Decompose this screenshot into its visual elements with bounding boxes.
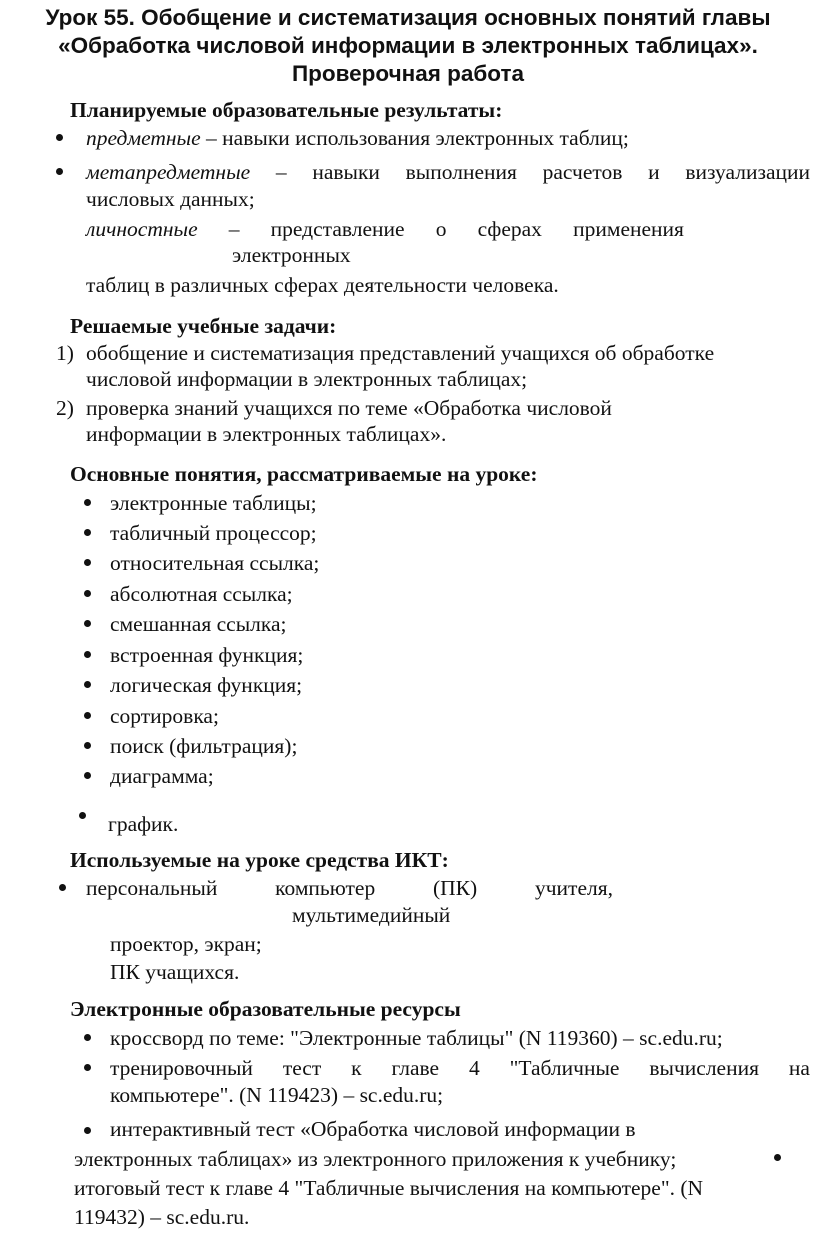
bullet-icon	[84, 559, 91, 566]
results-subject	[86, 125, 629, 151]
resource-word: "Табличные	[509, 1056, 620, 1080]
results-subject-text: – навыки использования электронных таблиц;	[200, 126, 629, 150]
bullet-icon	[84, 651, 91, 658]
ict-line-4: ПК учащихся.	[110, 960, 240, 984]
bullet-icon	[79, 812, 86, 819]
resource-word: главе	[391, 1056, 440, 1080]
task-item-2-line-1: проверка знаний учащихся по теме «Обработка числовой	[86, 396, 612, 420]
resource-word: тренировочный	[110, 1056, 253, 1080]
concept-item: график.	[108, 812, 179, 836]
bullet-icon	[84, 620, 91, 627]
page-title-line-3: Проверочная работа	[291, 61, 525, 86]
results-meta-term: метапредметные	[86, 160, 251, 184]
results-meta-word: расчетов	[542, 160, 623, 184]
resource-item-4-line-2: 119432) – sc.edu.ru.	[74, 1205, 250, 1229]
ict-word: (ПК)	[433, 876, 478, 900]
results-personal-term: личностные	[86, 217, 198, 241]
concept-item: поиск (фильтрация);	[110, 734, 298, 758]
results-personal-line-2: электронных	[232, 243, 351, 267]
bullet-icon	[84, 1127, 91, 1134]
bullet-icon	[84, 529, 91, 536]
results-personal-word: представление	[270, 217, 405, 241]
task-number: 1)	[56, 341, 74, 365]
concept-item: встроенная функция;	[110, 643, 304, 667]
task-item-2-line-2: информации в электронных таблицах».	[86, 422, 447, 446]
ict-word: персональный	[86, 876, 218, 900]
bullet-icon	[84, 1034, 91, 1041]
resource-item-4-line-1: итоговый тест к главе 4 "Табличные вычисления на компьютере". (N	[74, 1176, 704, 1200]
concept-item: абсолютная ссылка;	[110, 582, 293, 606]
results-subject-term: предметные	[86, 126, 201, 150]
results-personal-word: о	[435, 217, 447, 241]
resource-word: вычисления	[649, 1056, 759, 1080]
task-item-1-line-2: числовой информации в электронных таблицах;	[86, 367, 528, 391]
bullet-icon	[84, 681, 91, 688]
bullet-icon	[84, 712, 91, 719]
resource-item-2-line-1	[110, 1055, 810, 1081]
results-meta-line-1	[86, 159, 810, 185]
bullet-icon	[84, 499, 91, 506]
bullet-icon	[84, 742, 91, 749]
resource-word: тест	[282, 1056, 322, 1080]
concept-item: смешанная ссылка;	[110, 612, 287, 636]
bullet-icon	[84, 590, 91, 597]
page-title-line-2: «Обработка числовой информации в электронных таблицах».	[58, 33, 758, 58]
ict-line-2: мультимедийный	[292, 903, 451, 927]
resource-word: 4	[468, 1056, 480, 1080]
bullet-icon	[56, 134, 63, 141]
resource-word: к	[351, 1056, 362, 1080]
concept-item: электронные таблицы;	[110, 491, 317, 515]
resources-heading: Электронные образовательные ресурсы	[70, 997, 461, 1021]
resource-word: на	[788, 1056, 810, 1080]
results-personal-line-1	[86, 216, 684, 242]
results-personal-line-3: таблиц в различных сферах деятельности человека.	[86, 273, 559, 297]
ict-heading: Используемые на уроке средства ИКТ:	[70, 848, 449, 872]
task-item-1-line-1: обобщение и систематизация представлений учащихся об обработке	[86, 341, 715, 365]
results-meta-word: и	[648, 160, 660, 184]
concept-item: логическая функция;	[110, 673, 303, 697]
bullet-icon	[84, 1064, 91, 1071]
results-heading: Планируемые образовательные результаты:	[70, 98, 503, 122]
results-meta-word: навыки	[312, 160, 380, 184]
resource-item-3-line-1: интерактивный тест «Обработка числовой информации в	[110, 1117, 636, 1141]
results-personal-word: применения	[573, 217, 684, 241]
results-meta-word: –	[275, 160, 287, 184]
tasks-heading: Решаемые учебные задачи:	[70, 314, 337, 338]
concept-item: диаграмма;	[110, 764, 214, 788]
results-meta-word: выполнения	[405, 160, 517, 184]
bullet-icon	[774, 1154, 781, 1161]
ict-word: учителя,	[534, 876, 613, 900]
resource-item-1: кроссворд по теме: "Электронные таблицы" (N 119360) – sc.edu.ru;	[110, 1026, 723, 1050]
concept-item: табличный процессор;	[110, 521, 317, 545]
task-number: 2)	[56, 396, 74, 420]
results-personal-word: –	[228, 217, 240, 241]
concept-item: относительная ссылка;	[110, 551, 320, 575]
resource-item-2-line-2: компьютере". (N 119423) – sc.edu.ru;	[110, 1083, 444, 1107]
results-meta-line-2: числовых данных;	[86, 187, 255, 211]
concept-item: сортировка;	[110, 704, 219, 728]
resource-item-3-line-2: электронных таблицах» из электронного приложения к учебнику;	[74, 1147, 677, 1171]
page-title-line-1: Урок 55. Обобщение и систематизация основных понятий главы	[45, 5, 771, 30]
concepts-heading: Основные понятия, рассматриваемые на уроке:	[70, 462, 538, 486]
ict-line-1	[86, 875, 613, 901]
bullet-icon	[56, 168, 63, 175]
results-personal-word: сферах	[477, 217, 542, 241]
results-meta-word: визуализации	[685, 160, 810, 184]
ict-word: компьютер	[275, 876, 376, 900]
ict-line-3: проектор, экран;	[110, 932, 262, 956]
bullet-icon	[84, 772, 91, 779]
bullet-icon	[59, 884, 66, 891]
